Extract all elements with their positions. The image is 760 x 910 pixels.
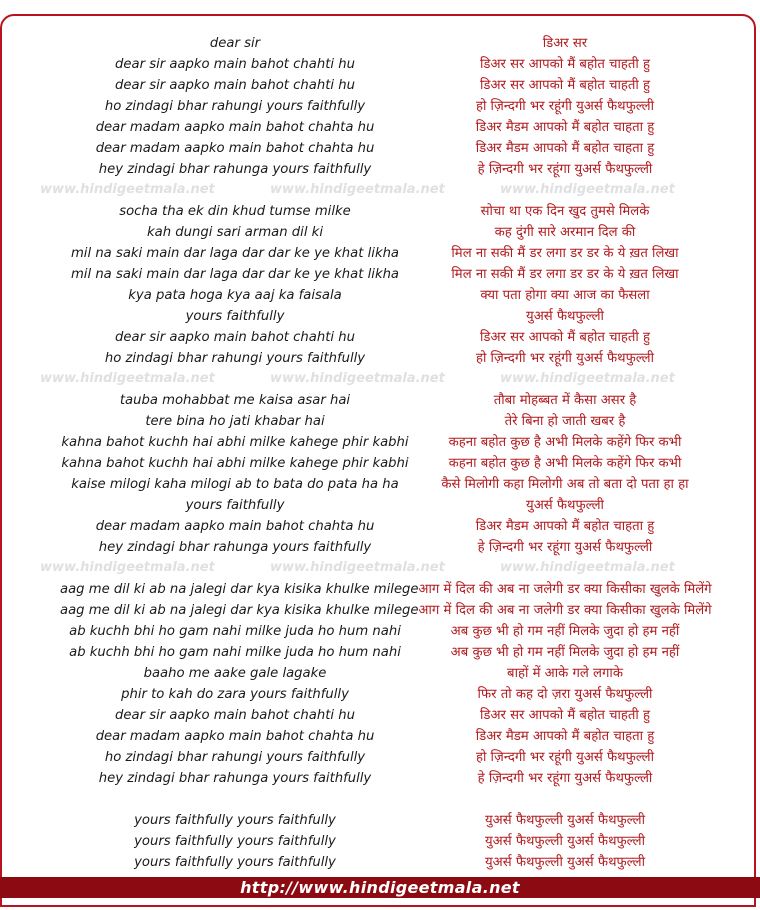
lyric-line-en: hey zindagi bhar rahunga yours faithfully	[98, 540, 372, 555]
lyric-line-hi: डिअर सर	[542, 36, 588, 51]
lyric-line-hi: कह दुंगी सारे अरमान दिल की	[494, 225, 636, 240]
watermark: www.hindigeetmala.net	[270, 560, 445, 575]
lyric-line-hi: डिअर मैडम आपको मैं बहोत चाहता हु	[475, 729, 655, 744]
lyric-line-hi: कहना बहोत कुछ है अभी मिलके कहेंगे फिर कभी	[448, 435, 682, 450]
lyric-line-hi: हे ज़िन्दगी भर रहूंगा युअर्स फैथफुल्ली	[477, 162, 653, 177]
lyric-line-en: tere bina ho jati khabar hai	[145, 414, 325, 429]
lyric-line-en: kah dungi sari arman dil ki	[147, 225, 323, 240]
lyric-line-hi: युअर्स फैथफुल्ली	[526, 309, 604, 324]
lyric-line-hi: हे ज़िन्दगी भर रहूंगा युअर्स फैथफुल्ली	[477, 771, 653, 786]
lyric-line-en: dear sir aapko main bahot chahti hu	[115, 78, 355, 93]
lyric-line-en: kaise milogi kaha milogi ab to bata do pata ha ha	[71, 477, 399, 492]
lyric-line-en: baaho me aake gale lagake	[143, 666, 327, 681]
lyric-line-en: ab kuchh bhi ho gam nahi milke juda ho hum nahi	[69, 624, 401, 639]
lyric-line-en: aag me dil ki ab na jalegi dar kya kisika khulke milege	[60, 603, 419, 618]
watermark: www.hindigeetmala.net	[500, 182, 675, 197]
lyric-line-hi: हे ज़िन्दगी भर रहूंगा युअर्स फैथफुल्ली	[477, 540, 653, 555]
lyric-line-en: yours faithfully yours faithfully	[134, 813, 336, 828]
lyric-line-hi: आग में दिल की अब ना जलेगी डर क्या किसीका खुलके मिलेंगे	[418, 582, 712, 597]
watermark: www.hindigeetmala.net	[40, 182, 215, 197]
lyric-line-hi: हो ज़िन्दगी भर रहूंगी युअर्स फैथफुल्ली	[475, 351, 655, 366]
lyric-line-hi: युअर्स फैथफुल्ली युअर्स फैथफुल्ली	[485, 834, 645, 849]
lyric-line-en: dear sir aapko main bahot chahti hu	[115, 57, 355, 72]
lyric-line-en: ho zindagi bhar rahungi yours faithfully	[104, 750, 366, 765]
lyric-line-en: aag me dil ki ab na jalegi dar kya kisika khulke milege	[60, 582, 419, 597]
lyric-line-hi: अब कुछ भी हो गम नहीं मिलके जुदा हो हम नहीं	[450, 624, 680, 639]
lyric-line-hi: डिअर मैडम आपको मैं बहोत चाहता हु	[475, 120, 655, 135]
lyric-line-en: kahna bahot kuchh hai abhi milke kahege phir kabhi	[61, 456, 409, 471]
lyric-line-en: dear madam aapko main bahot chahta hu	[95, 729, 375, 744]
lyric-line-en: phir to kah do zara yours faithfully	[121, 687, 349, 702]
lyric-line-hi: डिअर सर आपको मैं बहोत चाहती हु	[480, 57, 650, 72]
lyric-line-hi: मिल ना सकी मैं डर लगा डर डर के ये ख़त लिखा	[451, 267, 679, 282]
lyric-line-en: kahna bahot kuchh hai abhi milke kahege phir kabhi	[61, 435, 409, 450]
lyric-line-hi: युअर्स फैथफुल्ली युअर्स फैथफुल्ली	[485, 813, 645, 828]
lyric-line-hi: युअर्स फैथफुल्ली	[526, 498, 604, 513]
lyric-line-hi: क्या पता होगा क्या आज का फैसला	[480, 288, 650, 303]
lyric-line-en: socha tha ek din khud tumse milke	[119, 204, 351, 219]
watermark: www.hindigeetmala.net	[40, 560, 215, 575]
lyric-line-hi: कैसे मिलोगी कहा मिलोगी अब तो बता दो पता हा हा	[441, 477, 689, 492]
lyric-line-en: dear sir	[209, 36, 261, 51]
lyric-line-en: dear madam aapko main bahot chahta hu	[95, 519, 375, 534]
lyric-line-en: hey zindagi bhar rahunga yours faithfully	[98, 771, 372, 786]
lyric-line-hi: डिअर मैडम आपको मैं बहोत चाहता हु	[475, 519, 655, 534]
lyric-line-hi: अब कुछ भी हो गम नहीं मिलके जुदा हो हम नहीं	[450, 645, 680, 660]
watermark: www.hindigeetmala.net	[500, 560, 675, 575]
lyric-line-en: mil na saki main dar laga dar dar ke ye khat likha	[70, 246, 400, 261]
watermark: www.hindigeetmala.net	[270, 371, 445, 386]
lyric-line-en: ho zindagi bhar rahungi yours faithfully	[104, 99, 366, 114]
lyric-line-hi: डिअर सर आपको मैं बहोत चाहती हु	[480, 330, 650, 345]
lyric-line-hi: तौबा मोहब्बत में कैसा असर है	[493, 393, 637, 408]
lyric-line-hi: युअर्स फैथफुल्ली युअर्स फैथफुल्ली	[485, 855, 645, 870]
lyric-line-en: mil na saki main dar laga dar dar ke ye khat likha	[70, 267, 400, 282]
lyric-line-en: tauba mohabbat me kaisa asar hai	[119, 393, 351, 408]
lyric-line-en: ho zindagi bhar rahungi yours faithfully	[104, 351, 366, 366]
lyric-line-en: ab kuchh bhi ho gam nahi milke juda ho hum nahi	[69, 645, 401, 660]
lyric-line-en: dear sir aapko main bahot chahti hu	[115, 708, 355, 723]
lyric-line-hi: बाहों में आके गले लगाके	[507, 666, 623, 681]
lyric-line-en: dear sir aapko main bahot chahti hu	[115, 330, 355, 345]
lyric-line-en: yours faithfully	[185, 309, 285, 324]
lyric-line-en: dear madam aapko main bahot chahta hu	[95, 120, 375, 135]
lyric-line-en: yours faithfully	[185, 498, 285, 513]
watermark: www.hindigeetmala.net	[40, 371, 215, 386]
lyric-line-en: hey zindagi bhar rahunga yours faithfully	[98, 162, 372, 177]
lyric-line-en: kya pata hoga kya aaj ka faisala	[128, 288, 342, 303]
lyric-line-hi: डिअर मैडम आपको मैं बहोत चाहता हु	[475, 141, 655, 156]
watermark: www.hindigeetmala.net	[500, 371, 675, 386]
lyric-line-hi: हो ज़िन्दगी भर रहूंगी युअर्स फैथफुल्ली	[475, 99, 655, 114]
lyric-line-hi: सोचा था एक दिन खुद तुमसे मिलके	[480, 204, 650, 219]
lyric-line-en: dear madam aapko main bahot chahta hu	[95, 141, 375, 156]
lyric-line-hi: मिल ना सकी मैं डर लगा डर डर के ये ख़त लिखा	[451, 246, 679, 261]
lyric-line-hi: फिर तो कह दो ज़रा युअर्स फैथफुल्ली	[477, 687, 653, 702]
lyric-line-hi: कहना बहोत कुछ है अभी मिलके कहेंगे फिर कभी	[448, 456, 682, 471]
lyric-line-hi: हो ज़िन्दगी भर रहूंगी युअर्स फैथफुल्ली	[475, 750, 655, 765]
lyric-line-hi: आग में दिल की अब ना जलेगी डर क्या किसीका खुलके मिलेंगे	[418, 603, 712, 618]
lyric-line-en: yours faithfully yours faithfully	[134, 855, 336, 870]
lyric-line-hi: डिअर सर आपको मैं बहोत चाहती हु	[480, 78, 650, 93]
lyric-line-en: yours faithfully yours faithfully	[134, 834, 336, 849]
watermark: www.hindigeetmala.net	[270, 182, 445, 197]
lyric-line-hi: डिअर सर आपको मैं बहोत चाहती हु	[480, 708, 650, 723]
lyric-line-hi: तेरे बिना हो जाती खबर है	[504, 414, 626, 429]
footer-url[interactable]: http://www.hindigeetmala.net	[0, 877, 760, 898]
